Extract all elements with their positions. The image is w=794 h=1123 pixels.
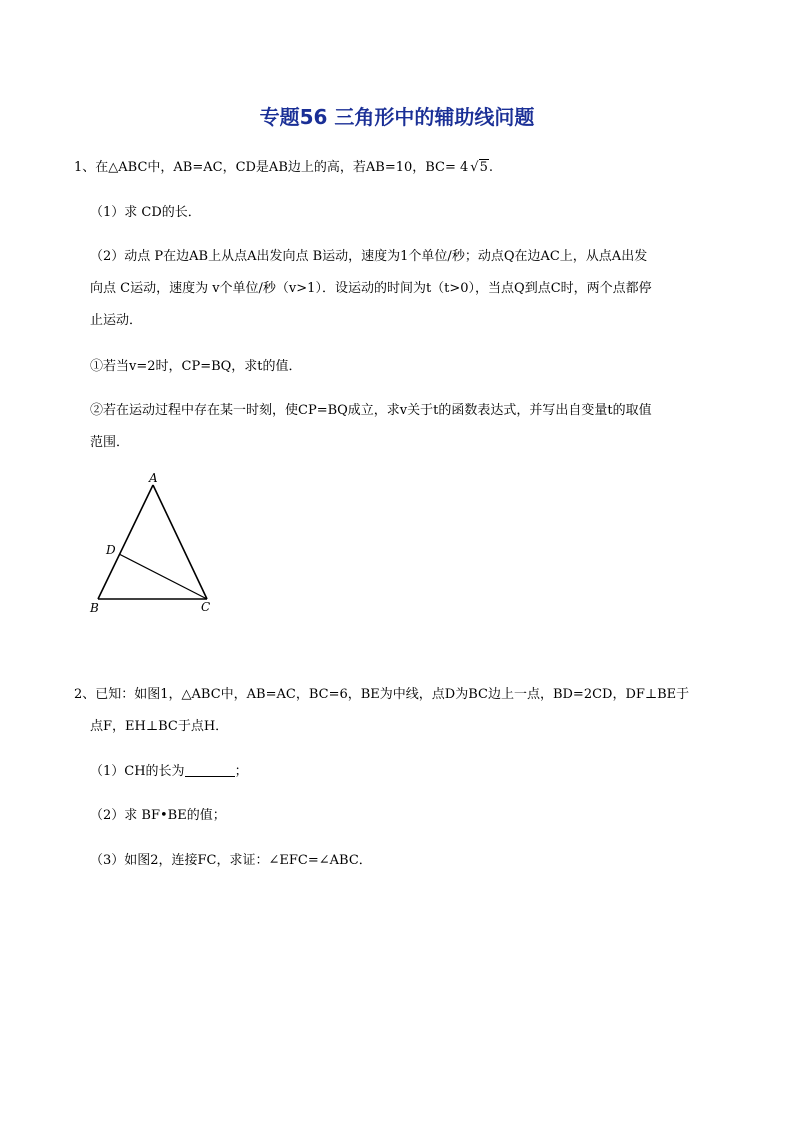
q2-part3: （3）如图2，连接FC，求证：∠EFC=∠ABC． (90, 853, 372, 868)
q1-stem (74, 158, 493, 178)
q2-part2: （2）求 BF•BE的值； (90, 808, 226, 823)
page-title: 专题56 三角形中的辅助线问题 (259, 105, 535, 129)
q1-stem-text: 1、在△ABC中，AB=AC，CD是AB边上的高，若AB=10，BC= 4 (74, 160, 469, 175)
q1-part2-line2: 向点 C运动，速度为 v个单位/秒（v>1）．设运动的时间为t（t>0），当点Q到点C时，两个点都停 (90, 281, 652, 296)
altitude-cd (119, 554, 207, 599)
label-c: C (201, 600, 211, 614)
q2-part1-suffix: ； (234, 764, 248, 779)
label-d: D (106, 543, 116, 557)
q1-sub2-line1: ②若在运动过程中存在某一时刻，使CP=BQ成立，求v关于t的函数表达式，并写出自变量t的取值 (90, 403, 652, 418)
side-ab (98, 485, 153, 599)
q1-part2-line1: （2）动点 P在边AB上从点A出发向点 B运动，速度为1个单位/秒；动点Q在边AC上，从点A出发 (90, 249, 648, 264)
q2-stem-line2: 点F，EH⊥BC于点H． (90, 719, 229, 734)
q2-part1 (90, 762, 248, 782)
q1-part2-line3: 止运动． (90, 313, 143, 328)
sqrt-radicand: 5 (479, 160, 488, 175)
triangle-figure (80, 465, 230, 625)
label-b: B (90, 601, 99, 615)
label-a: A (149, 471, 158, 485)
answer-blank (185, 762, 235, 777)
q1-stem-end: . (488, 160, 494, 175)
q2-part1-prefix: （1）CH的长为 (90, 764, 185, 779)
q2-stem-line1: 2、已知：如图1，△ABC中，AB=AC，BC=6，BE为中线，点D为BC边上一点，BD=2CD，DF⊥BE于 (74, 687, 690, 702)
q1-sub1: ①若当v=2时，CP=BQ，求t的值． (90, 359, 302, 374)
side-ac (153, 485, 207, 599)
q1-sub2-line2: 范围． (90, 435, 130, 450)
sqrt-symbol: √5 (470, 160, 488, 175)
q1-part1: （1）求 CD的长． (90, 205, 201, 220)
